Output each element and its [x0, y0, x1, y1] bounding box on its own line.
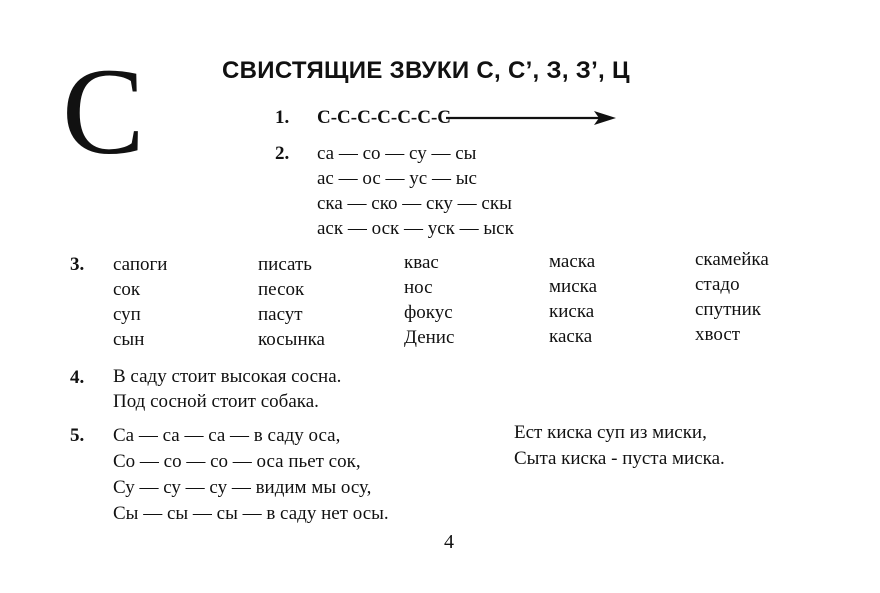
exercise-5-rhyme-right [514, 420, 725, 472]
syllable-line: са — со — су — сы [317, 143, 477, 164]
word: Денис [404, 327, 455, 348]
word: сок [113, 279, 141, 300]
word: писать [258, 254, 312, 275]
word: скамейка [695, 249, 769, 270]
word: косынка [258, 329, 325, 350]
rhyme-line: Ест киска суп из миски, [514, 422, 707, 443]
word-column [404, 250, 454, 350]
sentence: В саду стоит высокая сосна. [113, 366, 342, 387]
word: песок [258, 279, 305, 300]
word: миска [549, 276, 598, 297]
word-column [113, 252, 167, 352]
word: суп [113, 304, 141, 325]
exercise-3-number: 3. [70, 254, 85, 275]
word: нос [404, 277, 433, 298]
rhyme-line: Сыта киска - пуста миска. [514, 448, 725, 469]
word: спутник [695, 299, 761, 320]
word-column [549, 249, 597, 349]
word: киска [549, 301, 595, 322]
word: стадо [695, 274, 740, 295]
exercise-4-sentences [113, 364, 341, 414]
syllable-line: ас — ос — ус — ыс [317, 168, 477, 189]
exercise-2-number: 2. [275, 143, 290, 164]
exercise-5-rhyme-left [113, 423, 389, 527]
word: сын [113, 329, 145, 350]
exercise-1-number: 1. [275, 107, 290, 128]
rhyme-line: Со — со — со — оса пьет сок, [113, 451, 361, 472]
rhyme-line: Сы — сы — сы — в саду нет осы. [113, 503, 389, 524]
exercise-4-number: 4. [70, 367, 85, 388]
big-letter: С [62, 43, 145, 180]
word: каска [549, 326, 593, 347]
sentence: Под сосной стоит собака. [113, 391, 319, 412]
rhyme-line: Са — са — са — в саду оса, [113, 425, 341, 446]
exercise-2-syllables [317, 141, 514, 241]
rhyme-line: Су — су — су — видим мы осу, [113, 477, 372, 498]
arrow-right-icon [446, 109, 618, 127]
syllable-line: ска — ско — ску — скы [317, 193, 512, 214]
word: маска [549, 251, 596, 272]
page-title: СВИСТЯЩИЕ ЗВУКИ С, С’, З, З’, Ц [222, 57, 630, 84]
word: сапоги [113, 254, 168, 275]
word: фокус [404, 302, 453, 323]
page-number: 4 [444, 531, 454, 553]
word-column [695, 247, 769, 347]
word: пасут [258, 304, 303, 325]
exercise-5-number: 5. [70, 425, 85, 446]
syllable-line: аск — оск — уск — ыск [317, 218, 514, 239]
word: хвост [695, 324, 741, 345]
word: квас [404, 252, 439, 273]
word-column [258, 252, 325, 352]
exercise-1-sequence: С-С-С-С-С-С-С [317, 107, 452, 128]
